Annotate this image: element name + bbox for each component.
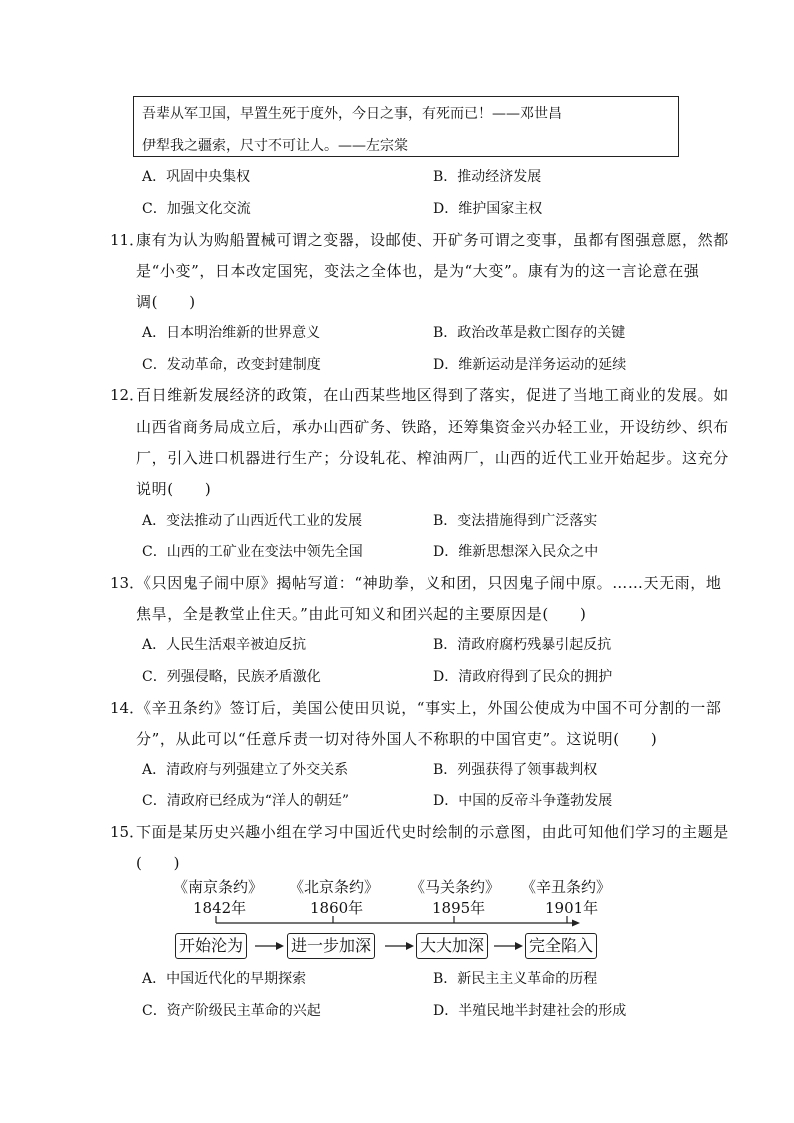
timeline-stage-4: 完全陷入 <box>525 933 597 959</box>
timeline-stage-3: 大大加深 <box>416 933 488 959</box>
q15-number: 15． <box>110 823 145 841</box>
stage-arrowhead <box>515 942 523 950</box>
q10-option-a[interactable]: A．巩固中央集权 <box>142 169 251 185</box>
q11-stem-line-3: 调( ) <box>136 293 196 311</box>
q13-option-a[interactable]: A．人民生活艰辛被迫反抗 <box>142 637 307 653</box>
timeline-year-1895: 1895年 <box>432 899 486 917</box>
q14-option-a[interactable]: A．清政府与列强建立了外交关系 <box>142 762 349 778</box>
timeline-year-1842: 1842年 <box>193 899 247 917</box>
q12-option-b[interactable]: B．变法措施得到广泛落实 <box>433 513 598 529</box>
q14-option-d[interactable]: D．中国的反帝斗争蓬勃发展 <box>433 793 613 809</box>
q10-option-d[interactable]: D．维护国家主权 <box>433 201 543 217</box>
q11-option-a[interactable]: A．日本明治维新的世界意义 <box>142 325 321 341</box>
quote-line-1: 吾辈从军卫国，早置生死于度外，今日之事，有死而已！——邓世昌 <box>142 106 562 122</box>
q12-stem-line-3: 厂，引入进口机器进行生产；分设轧花、榨油两厂，山西的近代工业开始起步。这充分 <box>136 449 729 467</box>
q12-option-a[interactable]: A．变法推动了山西近代工业的发展 <box>142 513 363 529</box>
q15-option-c[interactable]: C．资产阶级民主革命的兴起 <box>142 1003 321 1019</box>
q13-stem-line-1: 《只因鬼子闹中原》揭帖写道：“神助拳，义和团，只因鬼子闹中原。……天无雨，地 <box>136 574 722 592</box>
q12-stem-line-4: 说明( ) <box>136 480 212 498</box>
q11-option-d[interactable]: D．维新运动是洋务运动的延续 <box>433 357 627 373</box>
q14-option-c[interactable]: C．清政府已经成为“洋人的朝廷” <box>142 793 350 809</box>
q12-stem-line-2: 山西省商务局成立后，承办山西矿务、铁路，还筹集资金兴办轻工业，开设纺纱、织布 <box>136 418 729 436</box>
stage-arrowhead <box>406 942 414 950</box>
q11-number: 11． <box>110 231 145 249</box>
q12-option-c[interactable]: C．山西的工矿业在变法中领先全国 <box>142 544 363 560</box>
q10-option-b[interactable]: B．推动经济发展 <box>433 169 542 185</box>
q12-option-d[interactable]: D．维新思想深入民众之中 <box>433 544 599 560</box>
q14-number: 14． <box>110 699 145 717</box>
q13-option-c[interactable]: C．列强侵略，民族矛盾激化 <box>142 669 321 685</box>
q14-stem-line-1: 《辛丑条约》签订后，美国公使田贝说，“事实上，外国公使成为中国不可分割的一部 <box>136 699 722 717</box>
q13-stem-line-2: 焦旱，全是教堂止住天。”由此可知义和团兴起的主要原因是( ) <box>136 605 587 623</box>
q15-option-b[interactable]: B．新民主主义革命的历程 <box>433 971 598 987</box>
q11-stem-line-1: 康有为认为购船置械可谓之变器，设邮使、开矿务可谓之变事，虽都有图强意愿，然都 <box>136 231 729 249</box>
q14-stem-line-2: 分”，从此可以“任意斥责一切对待外国人不称职的中国官吏”。这说明( ) <box>136 730 658 748</box>
q13-option-d[interactable]: D．清政府得到了民众的拥护 <box>433 669 613 685</box>
q10-option-c[interactable]: C．加强文化交流 <box>142 201 251 217</box>
q13-option-b[interactable]: B．清政府腐朽残暴引起反抗 <box>433 637 612 653</box>
q15-option-a[interactable]: A．中国近代化的早期探索 <box>142 971 307 987</box>
q15-stem-line-2: ( ) <box>136 854 181 872</box>
timeline-stage-2: 进一步加深 <box>287 933 375 959</box>
q11-option-b[interactable]: B．政治改革是救亡图存的关键 <box>433 325 626 341</box>
timeline-year-1860: 1860年 <box>310 899 364 917</box>
q11-option-c[interactable]: C．发动革命，改变封建制度 <box>142 357 321 373</box>
q12-number: 12． <box>110 386 145 404</box>
stage-arrowhead <box>276 942 284 950</box>
timeline-treaty-xinchou: 《辛丑条约》 <box>521 878 612 896</box>
timeline-treaty-maguan: 《马关条约》 <box>410 878 501 896</box>
q11-stem-line-2: 是“小变”，日本改定国宪，变法之全体也，是为“大变”。康有为的这一言论意在强 <box>136 262 700 280</box>
timeline-stage-1: 开始沦为 <box>175 933 247 959</box>
timeline-treaty-beijing: 《北京条约》 <box>289 878 380 896</box>
q14-option-b[interactable]: B．列强获得了领事裁判权 <box>433 762 598 778</box>
timeline-treaty-nanjing: 《南京条约》 <box>173 878 264 896</box>
q12-stem-line-1: 百日维新发展经济的政策，在山西某些地区得到了落实，促进了当地工商业的发展。如 <box>136 386 729 404</box>
q15-option-d[interactable]: D．半殖民地半封建社会的形成 <box>433 1003 627 1019</box>
q13-number: 13． <box>110 574 145 592</box>
timeline-axis-arrowhead <box>572 920 580 927</box>
timeline-year-1901: 1901年 <box>545 899 599 917</box>
quote-line-2: 伊犁我之疆索，尺寸不可让人。——左宗棠 <box>142 138 408 154</box>
q15-stem-line-1: 下面是某历史兴趣小组在学习中国近代史时绘制的示意图，由此可知他们学习的主题是 <box>136 823 729 841</box>
